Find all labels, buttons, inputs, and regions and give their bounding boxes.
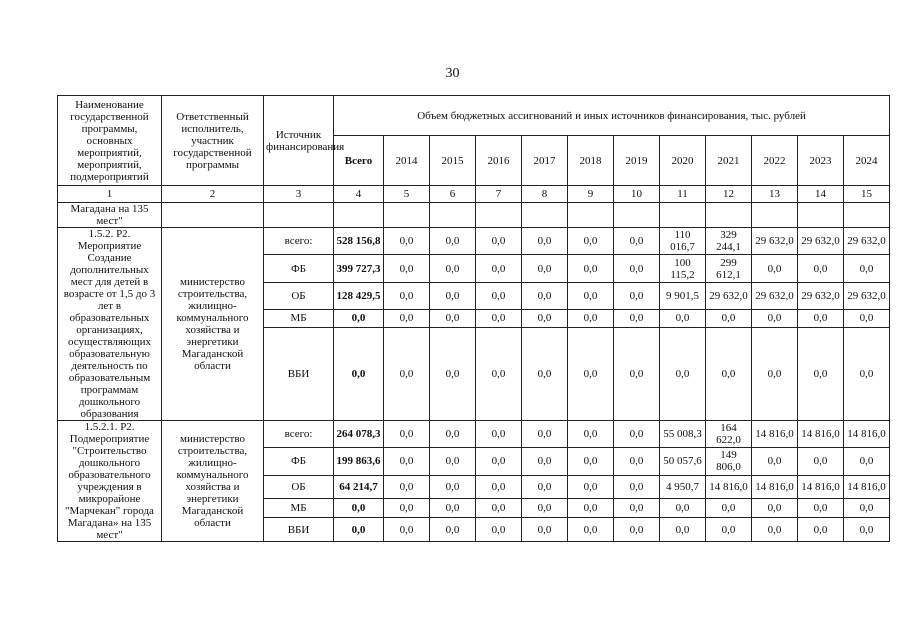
year-value: 0,0 — [384, 475, 430, 499]
year-value: 0,0 — [844, 448, 890, 475]
year-value: 0,0 — [476, 518, 522, 542]
year-value: 0,0 — [568, 310, 614, 327]
index-cell: 1 — [58, 186, 162, 203]
year-value: 0,0 — [384, 518, 430, 542]
year-value: 0,0 — [384, 421, 430, 448]
funding-source: МБ — [264, 310, 334, 327]
year-value: 0,0 — [706, 310, 752, 327]
year-value: 0,0 — [798, 448, 844, 475]
year-value: 0,0 — [476, 448, 522, 475]
funding-source: всего: — [264, 228, 334, 255]
year-value: 0,0 — [798, 327, 844, 420]
year-value: 100 115,2 — [660, 255, 706, 282]
year-value: 0,0 — [752, 255, 798, 282]
year-value: 0,0 — [384, 310, 430, 327]
funding-source: ОБ — [264, 282, 334, 309]
year-value: 0,0 — [706, 327, 752, 420]
year-value: 0,0 — [430, 518, 476, 542]
total-value: 64 214,7 — [334, 475, 384, 499]
program-name: 1.5.2.1. Р2. Подмероприятие "Строительство дошкольного образовательного учреждения в микрорайоне "Марчекан" города Магадана» на 135 мест" — [58, 421, 162, 542]
year-value: 0,0 — [384, 282, 430, 309]
year-value: 0,0 — [752, 499, 798, 518]
year-value: 0,0 — [660, 518, 706, 542]
year-value: 14 816,0 — [844, 421, 890, 448]
total-value: 399 727,3 — [334, 255, 384, 282]
year-value: 0,0 — [568, 282, 614, 309]
year-value: 29 632,0 — [752, 282, 798, 309]
header-responsible: Ответственный исполнитель, участник государственной программы — [162, 96, 264, 186]
year-value: 0,0 — [844, 499, 890, 518]
total-value: 0,0 — [334, 518, 384, 542]
header-year: 2024 — [844, 136, 890, 186]
header-year: 2022 — [752, 136, 798, 186]
program-name: 1.5.2. Р2. Мероприятие Создание дополнительных мест для детей в возрасте от 1,5 до 3 лет в образовательных организациях, осуществляющих образовательную деятельность по образовательным программам дошкольного образования — [58, 228, 162, 421]
year-value: 0,0 — [476, 282, 522, 309]
funding-source: ФБ — [264, 448, 334, 475]
year-value: 0,0 — [568, 421, 614, 448]
year-value: 0,0 — [384, 228, 430, 255]
year-value: 164 622,0 — [706, 421, 752, 448]
year-value: 0,0 — [476, 499, 522, 518]
prev-fragment: Магадана на 135 мест" — [58, 203, 162, 228]
header-year: 2021 — [706, 136, 752, 186]
year-value: 0,0 — [568, 518, 614, 542]
year-value: 29 632,0 — [798, 282, 844, 309]
funding-source: всего: — [264, 421, 334, 448]
table-row — [58, 228, 890, 255]
year-value: 0,0 — [522, 228, 568, 255]
year-value: 329 244,1 — [706, 228, 752, 255]
funding-source: ВБИ — [264, 327, 334, 420]
total-value: 528 156,8 — [334, 228, 384, 255]
year-value: 14 816,0 — [798, 421, 844, 448]
year-value: 0,0 — [614, 499, 660, 518]
year-value: 0,0 — [430, 282, 476, 309]
total-value: 128 429,5 — [334, 282, 384, 309]
year-value: 0,0 — [614, 310, 660, 327]
year-value: 0,0 — [522, 255, 568, 282]
year-value: 0,0 — [522, 448, 568, 475]
year-value: 29 632,0 — [706, 282, 752, 309]
year-value: 0,0 — [384, 255, 430, 282]
total-value: 264 078,3 — [334, 421, 384, 448]
header-total: Всего — [334, 136, 384, 186]
total-value: 0,0 — [334, 310, 384, 327]
year-value: 0,0 — [476, 421, 522, 448]
total-value: 0,0 — [334, 499, 384, 518]
year-value: 0,0 — [660, 310, 706, 327]
year-value: 0,0 — [614, 421, 660, 448]
year-value: 0,0 — [798, 310, 844, 327]
header-year: 2015 — [430, 136, 476, 186]
year-value: 0,0 — [752, 310, 798, 327]
index-cell: 13 — [752, 186, 798, 203]
header-source: Источник финансирования — [264, 96, 334, 186]
index-cell: 9 — [568, 186, 614, 203]
year-value: 29 632,0 — [844, 228, 890, 255]
funding-source: ВБИ — [264, 518, 334, 542]
year-value: 0,0 — [384, 327, 430, 420]
year-value: 0,0 — [614, 475, 660, 499]
year-value: 9 901,5 — [660, 282, 706, 309]
year-value: 0,0 — [752, 448, 798, 475]
year-value: 0,0 — [844, 327, 890, 420]
year-value: 55 008,3 — [660, 421, 706, 448]
year-value: 29 632,0 — [798, 228, 844, 255]
year-value: 0,0 — [522, 327, 568, 420]
index-cell: 6 — [430, 186, 476, 203]
year-value: 0,0 — [706, 499, 752, 518]
responsible-executor: министерство строительства, жилищно-коммунального хозяйства и энергетики Магаданской области — [162, 421, 264, 542]
year-value: 50 057,6 — [660, 448, 706, 475]
funding-source: ОБ — [264, 475, 334, 499]
year-value: 0,0 — [430, 228, 476, 255]
year-value: 29 632,0 — [844, 282, 890, 309]
year-value: 4 950,7 — [660, 475, 706, 499]
year-value: 0,0 — [614, 518, 660, 542]
year-value: 14 816,0 — [798, 475, 844, 499]
header-year: 2018 — [568, 136, 614, 186]
total-value: 199 863,6 — [334, 448, 384, 475]
index-cell: 5 — [384, 186, 430, 203]
index-cell: 7 — [476, 186, 522, 203]
header-year: 2019 — [614, 136, 660, 186]
year-value: 29 632,0 — [752, 228, 798, 255]
year-value: 0,0 — [568, 448, 614, 475]
year-value: 0,0 — [430, 475, 476, 499]
year-value: 0,0 — [568, 499, 614, 518]
year-value: 14 816,0 — [844, 475, 890, 499]
responsible-executor: министерство строительства, жилищно-коммунального хозяйства и энергетики Магаданской области — [162, 228, 264, 421]
header-year: 2020 — [660, 136, 706, 186]
index-cell: 4 — [334, 186, 384, 203]
year-value: 0,0 — [798, 255, 844, 282]
header-year: 2023 — [798, 136, 844, 186]
page-number: 30 — [445, 66, 460, 81]
year-value: 0,0 — [614, 327, 660, 420]
index-cell: 3 — [264, 186, 334, 203]
index-cell: 12 — [706, 186, 752, 203]
year-value: 0,0 — [798, 518, 844, 542]
year-value: 14 816,0 — [706, 475, 752, 499]
year-value: 0,0 — [430, 421, 476, 448]
year-value: 0,0 — [614, 282, 660, 309]
total-value: 0,0 — [334, 327, 384, 420]
index-cell: 14 — [798, 186, 844, 203]
year-value: 0,0 — [614, 228, 660, 255]
year-value: 0,0 — [384, 499, 430, 518]
index-cell: 8 — [522, 186, 568, 203]
budget-table — [57, 95, 890, 542]
header-year: 2014 — [384, 136, 430, 186]
year-value: 0,0 — [798, 499, 844, 518]
year-value: 299 612,1 — [706, 255, 752, 282]
year-value: 0,0 — [568, 475, 614, 499]
year-value: 0,0 — [568, 255, 614, 282]
year-value: 0,0 — [430, 310, 476, 327]
year-value: 0,0 — [844, 310, 890, 327]
table-row — [58, 421, 890, 448]
year-value: 0,0 — [844, 255, 890, 282]
header-year: 2016 — [476, 136, 522, 186]
year-value: 0,0 — [522, 475, 568, 499]
year-value: 0,0 — [522, 518, 568, 542]
year-value: 0,0 — [614, 448, 660, 475]
year-value: 0,0 — [476, 327, 522, 420]
year-value: 0,0 — [476, 310, 522, 327]
header-year: 2017 — [522, 136, 568, 186]
year-value: 0,0 — [660, 499, 706, 518]
year-value: 0,0 — [706, 518, 752, 542]
year-value: 0,0 — [476, 255, 522, 282]
year-value: 14 816,0 — [752, 475, 798, 499]
year-value: 0,0 — [430, 327, 476, 420]
funding-source: ФБ — [264, 255, 334, 282]
year-value: 0,0 — [430, 448, 476, 475]
year-value: 149 806,0 — [706, 448, 752, 475]
year-value: 0,0 — [522, 282, 568, 309]
year-value: 0,0 — [522, 310, 568, 327]
index-cell: 10 — [614, 186, 660, 203]
funding-source: МБ — [264, 499, 334, 518]
year-value: 0,0 — [476, 475, 522, 499]
header-program-name: Наименование государственной программы, основных мероприятий, мероприятий, подмероприятий — [58, 96, 162, 186]
year-value: 0,0 — [430, 255, 476, 282]
year-value: 0,0 — [568, 228, 614, 255]
year-value: 0,0 — [568, 327, 614, 420]
year-value: 110 016,7 — [660, 228, 706, 255]
year-value: 0,0 — [752, 518, 798, 542]
year-value: 0,0 — [614, 255, 660, 282]
header-budget-span: Объем бюджетных ассигнований и иных источников финансирования, тыс. рублей — [334, 96, 890, 136]
year-value: 0,0 — [522, 499, 568, 518]
index-cell: 15 — [844, 186, 890, 203]
year-value: 14 816,0 — [752, 421, 798, 448]
year-value: 0,0 — [384, 448, 430, 475]
year-value: 0,0 — [752, 327, 798, 420]
year-value: 0,0 — [476, 228, 522, 255]
index-row — [58, 186, 890, 203]
year-value: 0,0 — [522, 421, 568, 448]
index-cell: 11 — [660, 186, 706, 203]
year-value: 0,0 — [430, 499, 476, 518]
index-cell: 2 — [162, 186, 264, 203]
year-value: 0,0 — [660, 327, 706, 420]
year-value: 0,0 — [844, 518, 890, 542]
